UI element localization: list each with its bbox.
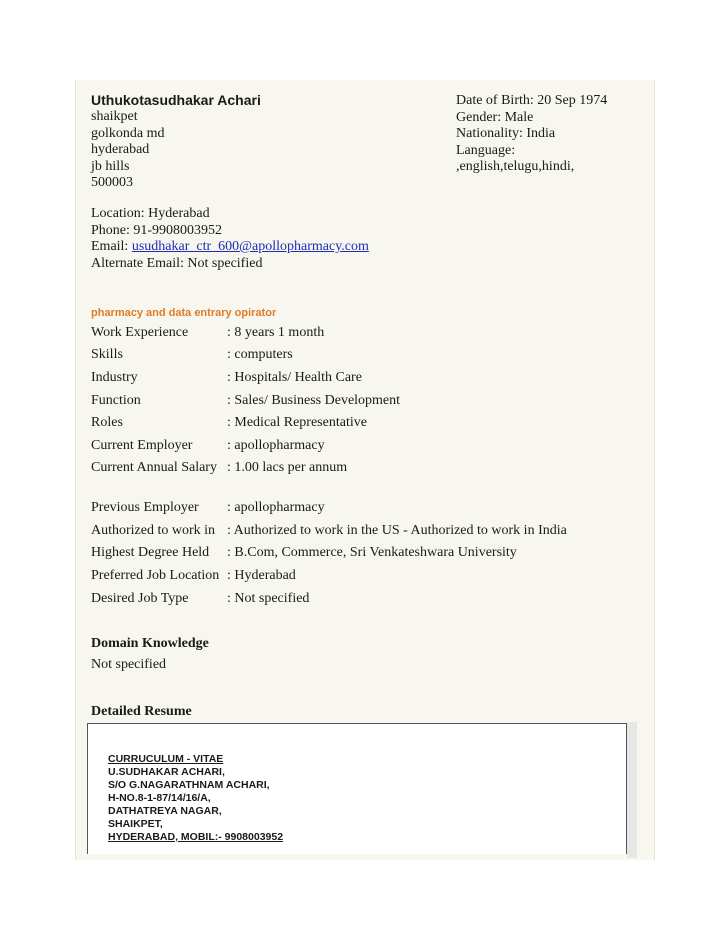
detail-label: Highest Degree Held bbox=[91, 545, 210, 560]
address-line: golkonda md bbox=[91, 125, 165, 141]
email-label: Email: bbox=[91, 239, 132, 254]
resume-box-shadow bbox=[627, 722, 637, 858]
detail-label: Function bbox=[91, 393, 141, 408]
detail-label: Previous Employer bbox=[91, 500, 199, 515]
detailed-resume-title: Detailed Resume bbox=[91, 704, 192, 719]
detail-label: Authorized to work in bbox=[91, 523, 216, 538]
detail-value: : Authorized to work in the US - Authorized to work in India bbox=[227, 523, 567, 538]
languages: ,english,telugu,hindi, bbox=[456, 159, 575, 174]
detail-label: Desired Job Type bbox=[91, 591, 189, 606]
detail-label: Industry bbox=[91, 370, 138, 385]
detail-label: Current Annual Salary bbox=[91, 460, 217, 475]
location: Location: Hyderabad bbox=[91, 206, 210, 221]
resume-line: HYDERABAD, MOBIL:- 9908003952 bbox=[108, 831, 284, 843]
detail-value: : 8 years 1 month bbox=[227, 325, 325, 340]
phone: Phone: 91-9908003952 bbox=[91, 222, 223, 238]
contact-block bbox=[91, 206, 369, 272]
email-link[interactable]: usudhakar_ctr_600@apollopharmacy.com bbox=[131, 239, 369, 254]
resume-line: DATHATREYA NAGAR, bbox=[108, 805, 222, 817]
detail-label: Work Experience bbox=[91, 325, 189, 340]
nationality: Nationality: India bbox=[456, 126, 556, 141]
alternate-email: Alternate Email: Not specified bbox=[91, 255, 263, 271]
candidate-name: Uthukotasudhakar Achari bbox=[91, 92, 261, 108]
detail-label: Current Employer bbox=[91, 438, 193, 453]
gender: Gender: Male bbox=[456, 109, 534, 125]
domain-knowledge-title: Domain Knowledge bbox=[91, 636, 209, 651]
language-label: Language: bbox=[456, 142, 516, 158]
detail-value: : apollopharmacy bbox=[227, 500, 325, 515]
resume-line: U.SUDHAKAR ACHARI, bbox=[108, 766, 225, 778]
email-row bbox=[91, 239, 369, 256]
address-line: jb hills bbox=[91, 158, 130, 174]
detail-value: : B.Com, Commerce, Sri Venkateshwara University bbox=[227, 545, 517, 560]
detail-label: Roles bbox=[91, 415, 123, 430]
address-line: hyderabad bbox=[91, 142, 150, 157]
address-line: shaikpet bbox=[91, 109, 138, 124]
detail-value: : Hyderabad bbox=[227, 568, 296, 583]
address-block bbox=[91, 109, 165, 192]
detail-label: Preferred Job Location bbox=[91, 568, 220, 583]
resume-line: CURRUCULUM - VITAE bbox=[108, 753, 224, 765]
detail-value: : Not specified bbox=[227, 591, 310, 606]
detail-value: : apollopharmacy bbox=[227, 438, 325, 453]
detail-value: : Sales/ Business Development bbox=[227, 393, 401, 408]
detail-value: : computers bbox=[227, 347, 293, 362]
resume-text bbox=[108, 753, 283, 844]
resume-line: S/O G.NAGARATHNAM ACHARI, bbox=[108, 779, 270, 791]
profile-heading: pharmacy and data entrary opirator bbox=[91, 307, 277, 319]
detail-value: : Hospitals/ Health Care bbox=[227, 370, 362, 385]
date-of-birth: Date of Birth: 20 Sep 1974 bbox=[456, 93, 608, 108]
detail-value: : 1.00 lacs per annum bbox=[227, 460, 348, 475]
domain-knowledge-value: Not specified bbox=[91, 657, 167, 672]
detail-label: Skills bbox=[91, 347, 123, 362]
resume-line: SHAIKPET, bbox=[108, 818, 163, 830]
detail-value: : Medical Representative bbox=[227, 415, 367, 430]
resume-line: H-NO.8-1-87/14/16/A, bbox=[108, 792, 211, 804]
address-line: 500003 bbox=[91, 175, 133, 190]
personal-info bbox=[456, 93, 607, 176]
